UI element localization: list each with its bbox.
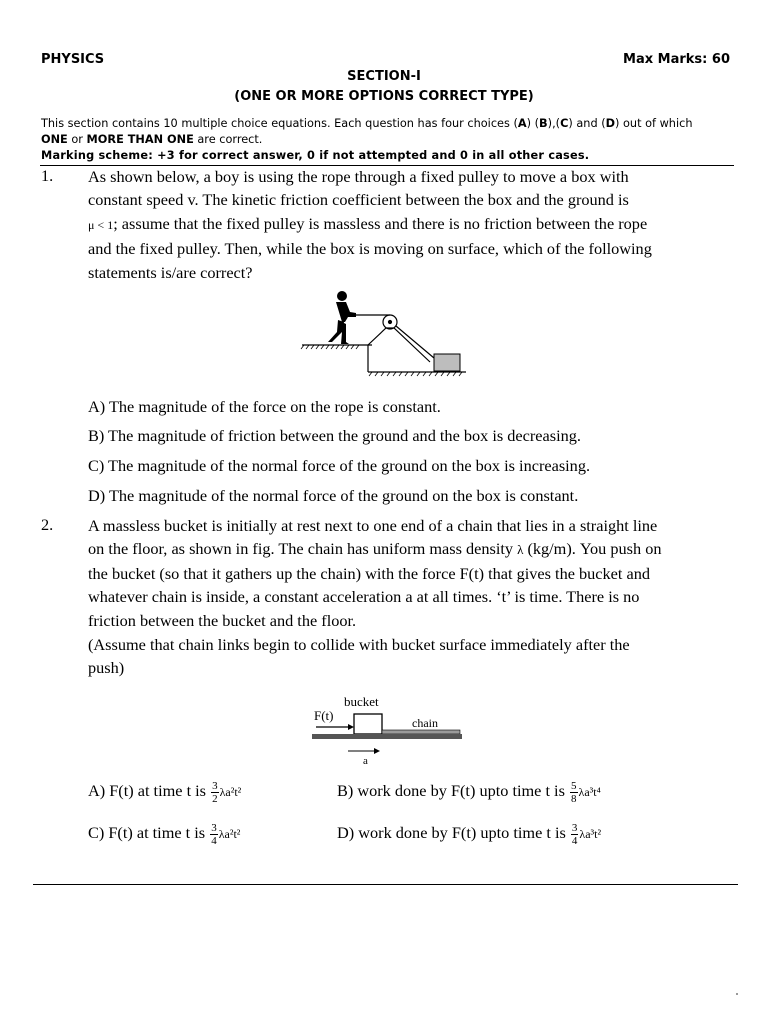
section-title: SECTION-I — [347, 69, 421, 84]
question-2-line: whatever chain is inside, a constant acceleration a at all times. ‘t’ is time. There is no — [88, 587, 640, 607]
bucket-label: bucket — [344, 694, 379, 709]
question-2-text — [88, 514, 738, 632]
max-marks: Max Marks: 60 — [623, 52, 730, 67]
marking-scheme: Marking scheme: +3 for correct answer, 0 if not attempted and 0 in all other cases. — [41, 149, 590, 162]
page-mark — [736, 993, 738, 995]
instr-more-than-one: MORE THAN ONE — [86, 133, 194, 146]
question-1-number: 1. — [41, 166, 54, 185]
q2-option-c — [88, 822, 240, 847]
instr-text: are correct. — [193, 133, 263, 146]
force-label: F(t) — [314, 708, 334, 723]
instr-text: ),( — [547, 117, 561, 130]
option-text: D) work done by F(t) upto time t is — [337, 823, 570, 843]
bucket — [354, 714, 382, 734]
question-2-number: 2. — [41, 515, 54, 534]
option-text: C) F(t) at time t is — [88, 823, 210, 843]
expression: λa²t² — [219, 785, 242, 800]
instructions — [41, 116, 741, 148]
box — [434, 354, 460, 371]
pulley-stand — [368, 328, 430, 362]
denominator: 8 — [571, 793, 577, 805]
question-2-note-line: (Assume that chain links begin to collide with bucket surface immediately after the — [88, 635, 630, 654]
instr-choice-c: C — [560, 117, 569, 130]
fraction — [210, 822, 218, 847]
numerator: 3 — [211, 822, 217, 834]
question-1-line: As shown below, a boy is using the rope through a fixed pulley to move a box with — [88, 167, 629, 186]
mu-condition: μ < 1 — [88, 217, 114, 232]
q2-option-b — [337, 780, 601, 805]
numerator: 3 — [571, 822, 578, 834]
acceleration-label: a — [363, 755, 368, 766]
subject-title: PHYSICS — [41, 52, 105, 67]
q2-option-d — [337, 822, 601, 847]
q1-option-d: D) The magnitude of the normal force of the ground on the box is constant. — [88, 486, 579, 505]
lambda-symbol: λ — [517, 542, 524, 558]
q2-option-a — [88, 780, 241, 805]
instr-one: ONE — [41, 133, 68, 146]
instr-text: ) ( — [526, 117, 540, 130]
denominator: 4 — [571, 835, 578, 847]
question-1-text — [88, 165, 738, 284]
question-2-line: the bucket (so that it gathers up the chain) with the force F(t) that gives the bucket and — [88, 563, 650, 583]
instr-choice-a: A — [517, 117, 527, 130]
q1-option-a: A) The magnitude of the force on the rope is constant. — [88, 397, 441, 416]
pulley-figure — [298, 286, 468, 378]
expression: λa³t⁴ — [578, 785, 601, 800]
instr-text: or — [67, 133, 87, 146]
question-2-line — [88, 537, 738, 561]
floor — [312, 734, 462, 739]
section-subtitle: (ONE OR MORE OPTIONS CORRECT TYPE) — [234, 89, 534, 104]
denominator: 4 — [211, 835, 217, 847]
fraction — [211, 780, 219, 805]
numerator: 3 — [212, 780, 218, 792]
q1-option-c: C) The magnitude of the normal force of the ground on the box is increasing. — [88, 456, 591, 475]
bucket-chain-figure — [310, 690, 465, 766]
fraction — [570, 780, 578, 805]
boy-figure — [328, 291, 356, 344]
question-2-line-part: on the floor, as shown in fig. The chain has uniform mass density — [88, 539, 518, 559]
question-2-line: A massless bucket is initially at rest next to one end of a chain that lies in a straight line — [88, 516, 658, 535]
question-1-line: constant speed v. The kinetic friction coefficient between the box and the ground is — [88, 190, 629, 210]
question-1-line: statements is/are correct? — [88, 262, 253, 282]
question-2-line-part: (kg/m). You push on — [523, 539, 662, 559]
option-text: B) work done by F(t) upto time t is — [337, 781, 569, 801]
denominator: 2 — [212, 793, 218, 805]
question-1-line-rest: ; assume that the fixed pulley is massless and there is no friction between the rope — [113, 213, 648, 233]
question-2-note-line: push) — [88, 658, 125, 678]
numerator: 5 — [571, 780, 577, 792]
instr-choice-b: B — [539, 117, 548, 130]
q1-option-b: B) The magnitude of friction between the ground and the box is decreasing. — [88, 426, 581, 445]
question-2-line: friction between the bucket and the floor. — [88, 610, 357, 630]
instr-text: ) and ( — [568, 117, 606, 130]
bottom-divider — [33, 884, 738, 885]
question-1-line: and the fixed pulley. Then, while the box is moving on surface, which of the following — [88, 239, 652, 259]
question-1-line — [88, 212, 738, 237]
instr-choice-d: D — [605, 117, 615, 130]
question-2-note — [88, 633, 738, 680]
instr-text: This section contains 10 multiple choice equations. Each question has four choices ( — [41, 117, 518, 130]
chain — [382, 730, 460, 734]
expression: λa³t² — [579, 827, 602, 842]
expression: λa²t² — [218, 827, 241, 842]
option-text: A) F(t) at time t is — [88, 781, 211, 801]
instr-text: ) out of which — [615, 117, 693, 130]
fraction — [571, 822, 579, 847]
chain-label: chain — [412, 716, 438, 730]
